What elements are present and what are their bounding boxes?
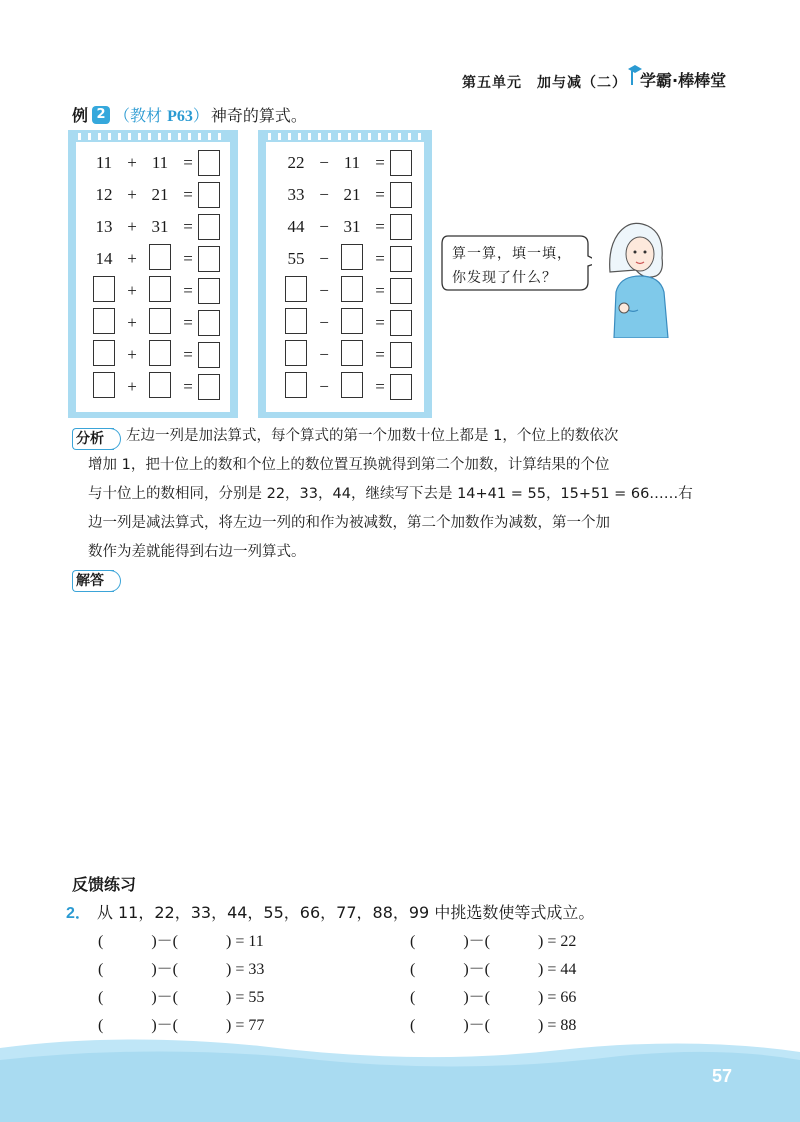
operator: − xyxy=(319,313,329,332)
add-equation-row xyxy=(86,180,220,210)
sub-equation-row xyxy=(278,308,412,338)
fill-in-equation[interactable]: ( )－( ) = 77 xyxy=(98,1017,265,1034)
answer-box[interactable] xyxy=(285,308,307,334)
sub-equation-row xyxy=(278,276,412,306)
sub-equation-row xyxy=(278,212,412,242)
operator: + xyxy=(127,313,137,332)
operand: 13 xyxy=(95,217,113,236)
answer-box[interactable] xyxy=(93,340,115,366)
result-box[interactable] xyxy=(390,374,412,400)
operator: − xyxy=(319,345,329,364)
operator: + xyxy=(127,153,137,172)
analysis-line: 边一列是减法算式，将左边一列的和作为被减数，第二个加数作为减数，第一个加 xyxy=(88,515,610,531)
operand: 31 xyxy=(343,217,361,236)
equals-sign: = xyxy=(375,345,385,364)
add-equation-row xyxy=(86,308,220,338)
equals-sign: = xyxy=(183,377,193,396)
answer-tag: 解答 xyxy=(72,570,114,592)
answer-box[interactable] xyxy=(149,340,171,366)
sub-equation-row xyxy=(278,372,412,402)
operator: − xyxy=(319,185,329,204)
answer-box[interactable] xyxy=(149,276,171,302)
equals-sign: = xyxy=(375,377,385,396)
operator: − xyxy=(319,217,329,236)
analysis-tag: 分析 xyxy=(72,428,114,450)
result-box[interactable] xyxy=(390,342,412,368)
add-equation-row xyxy=(86,340,220,370)
equals-sign: = xyxy=(183,281,193,300)
result-box[interactable] xyxy=(390,214,412,240)
operator: + xyxy=(127,185,137,204)
result-box[interactable] xyxy=(198,150,220,176)
equals-sign: = xyxy=(183,313,193,332)
operand: 12 xyxy=(95,185,113,204)
answer-box[interactable] xyxy=(149,244,171,270)
operator: − xyxy=(319,249,329,268)
operand: 14 xyxy=(95,249,113,268)
unit-title: 第五单元 加与减（二） xyxy=(462,75,627,91)
result-box[interactable] xyxy=(390,150,412,176)
answer-box[interactable] xyxy=(285,340,307,366)
sub-equation-row xyxy=(278,244,412,274)
feedback-title: 反馈练习 xyxy=(72,875,137,894)
answer-box[interactable] xyxy=(341,276,363,302)
fill-in-equation[interactable]: ( )－( ) = 33 xyxy=(98,961,265,978)
answer-box[interactable] xyxy=(149,308,171,334)
equals-sign: = xyxy=(375,281,385,300)
equals-sign: = xyxy=(375,249,385,268)
operator: + xyxy=(127,217,137,236)
operand: 22 xyxy=(287,153,305,172)
equals-sign: = xyxy=(375,153,385,172)
analysis-line: 与十位上的数相同，分别是 22，33，44，继续写下去是 14+41 = 55，15+51 = 66……右 xyxy=(88,486,693,502)
operand: 21 xyxy=(343,185,361,204)
operator: + xyxy=(127,249,137,268)
result-box[interactable] xyxy=(198,310,220,336)
result-box[interactable] xyxy=(198,278,220,304)
equals-sign: = xyxy=(183,185,193,204)
answer-box[interactable] xyxy=(341,340,363,366)
add-equation-row xyxy=(86,372,220,402)
result-box[interactable] xyxy=(390,246,412,272)
textbook-reference: （教材 P63） xyxy=(114,106,209,125)
answer-box[interactable] xyxy=(93,276,115,302)
analysis-line: 数作为差就能得到右边一列算式。 xyxy=(88,544,306,560)
operator: + xyxy=(127,345,137,364)
answer-box[interactable] xyxy=(341,244,363,270)
add-equation-row xyxy=(86,276,220,306)
example-number-badge: 2 xyxy=(92,106,110,124)
result-box[interactable] xyxy=(198,182,220,208)
operator: + xyxy=(127,281,137,300)
result-box[interactable] xyxy=(198,374,220,400)
fill-in-equation[interactable]: ( )－( ) = 22 xyxy=(410,933,577,950)
footer-wave xyxy=(0,1026,800,1122)
answer-box[interactable] xyxy=(285,372,307,398)
bubble-text: 算一算，填一填， 你发现了什么？ xyxy=(452,246,572,286)
result-box[interactable] xyxy=(390,278,412,304)
fill-in-equation[interactable]: ( )－( ) = 55 xyxy=(98,989,265,1006)
answer-box[interactable] xyxy=(341,372,363,398)
result-box[interactable] xyxy=(390,182,412,208)
analysis-line: 增加 1，把十位上的数和个位上的数位置互换就得到第二个加数，计算结果的个位 xyxy=(88,457,610,473)
result-box[interactable] xyxy=(198,246,220,272)
add-equation-row xyxy=(86,212,220,242)
equals-sign: = xyxy=(183,249,193,268)
example-title-text: 神奇的算式。 xyxy=(210,106,307,125)
fill-in-equation[interactable]: ( )－( ) = 11 xyxy=(98,933,264,950)
equals-sign: = xyxy=(183,153,193,172)
answer-box[interactable] xyxy=(93,308,115,334)
equals-sign: = xyxy=(183,217,193,236)
operand: 21 xyxy=(151,185,169,204)
page-number: 57 xyxy=(711,1066,732,1086)
operand: 55 xyxy=(287,249,305,268)
operator: − xyxy=(319,377,329,396)
add-equation-row xyxy=(86,148,220,178)
operand: 11 xyxy=(151,153,169,172)
analysis-line: 左边一列是加法算式，每个算式的第一个加数十位上都是 1，个位上的数依次 xyxy=(126,428,619,444)
example-label: 例 xyxy=(72,106,89,125)
equals-sign: = xyxy=(375,313,385,332)
operator: − xyxy=(319,281,329,300)
example-title xyxy=(72,103,307,126)
operand: 11 xyxy=(95,153,113,172)
fill-in-equation[interactable]: ( )－( ) = 88 xyxy=(410,1017,577,1034)
equals-sign: = xyxy=(375,217,385,236)
result-box[interactable] xyxy=(390,310,412,336)
answer-box[interactable] xyxy=(285,276,307,302)
equals-sign: = xyxy=(183,345,193,364)
girl-illustration xyxy=(600,210,672,338)
fill-in-equation[interactable]: ( )－( ) = 66 xyxy=(410,989,577,1006)
question-2: 2． 从 11，22，33，44，55，66，77，88，99 中挑选数使等式成立。 xyxy=(66,903,595,922)
brand-name: 学霸·棒棒堂 xyxy=(640,71,727,90)
operand: 11 xyxy=(343,153,361,172)
operand: 44 xyxy=(287,217,305,236)
binder-strip xyxy=(258,130,432,142)
sub-equation-row xyxy=(278,148,412,178)
answer-box[interactable] xyxy=(93,372,115,398)
result-box[interactable] xyxy=(198,342,220,368)
sub-equation-row xyxy=(278,340,412,370)
answer-box[interactable] xyxy=(149,372,171,398)
binder-strip xyxy=(68,130,238,142)
equals-sign: = xyxy=(375,185,385,204)
add-equation-row xyxy=(86,244,220,274)
operator: + xyxy=(127,377,137,396)
answer-box[interactable] xyxy=(341,308,363,334)
sub-equation-row xyxy=(278,180,412,210)
operand: 33 xyxy=(287,185,305,204)
operand: 31 xyxy=(151,217,169,236)
fill-in-equation[interactable]: ( )－( ) = 44 xyxy=(410,961,577,978)
result-box[interactable] xyxy=(198,214,220,240)
operator: − xyxy=(319,153,329,172)
